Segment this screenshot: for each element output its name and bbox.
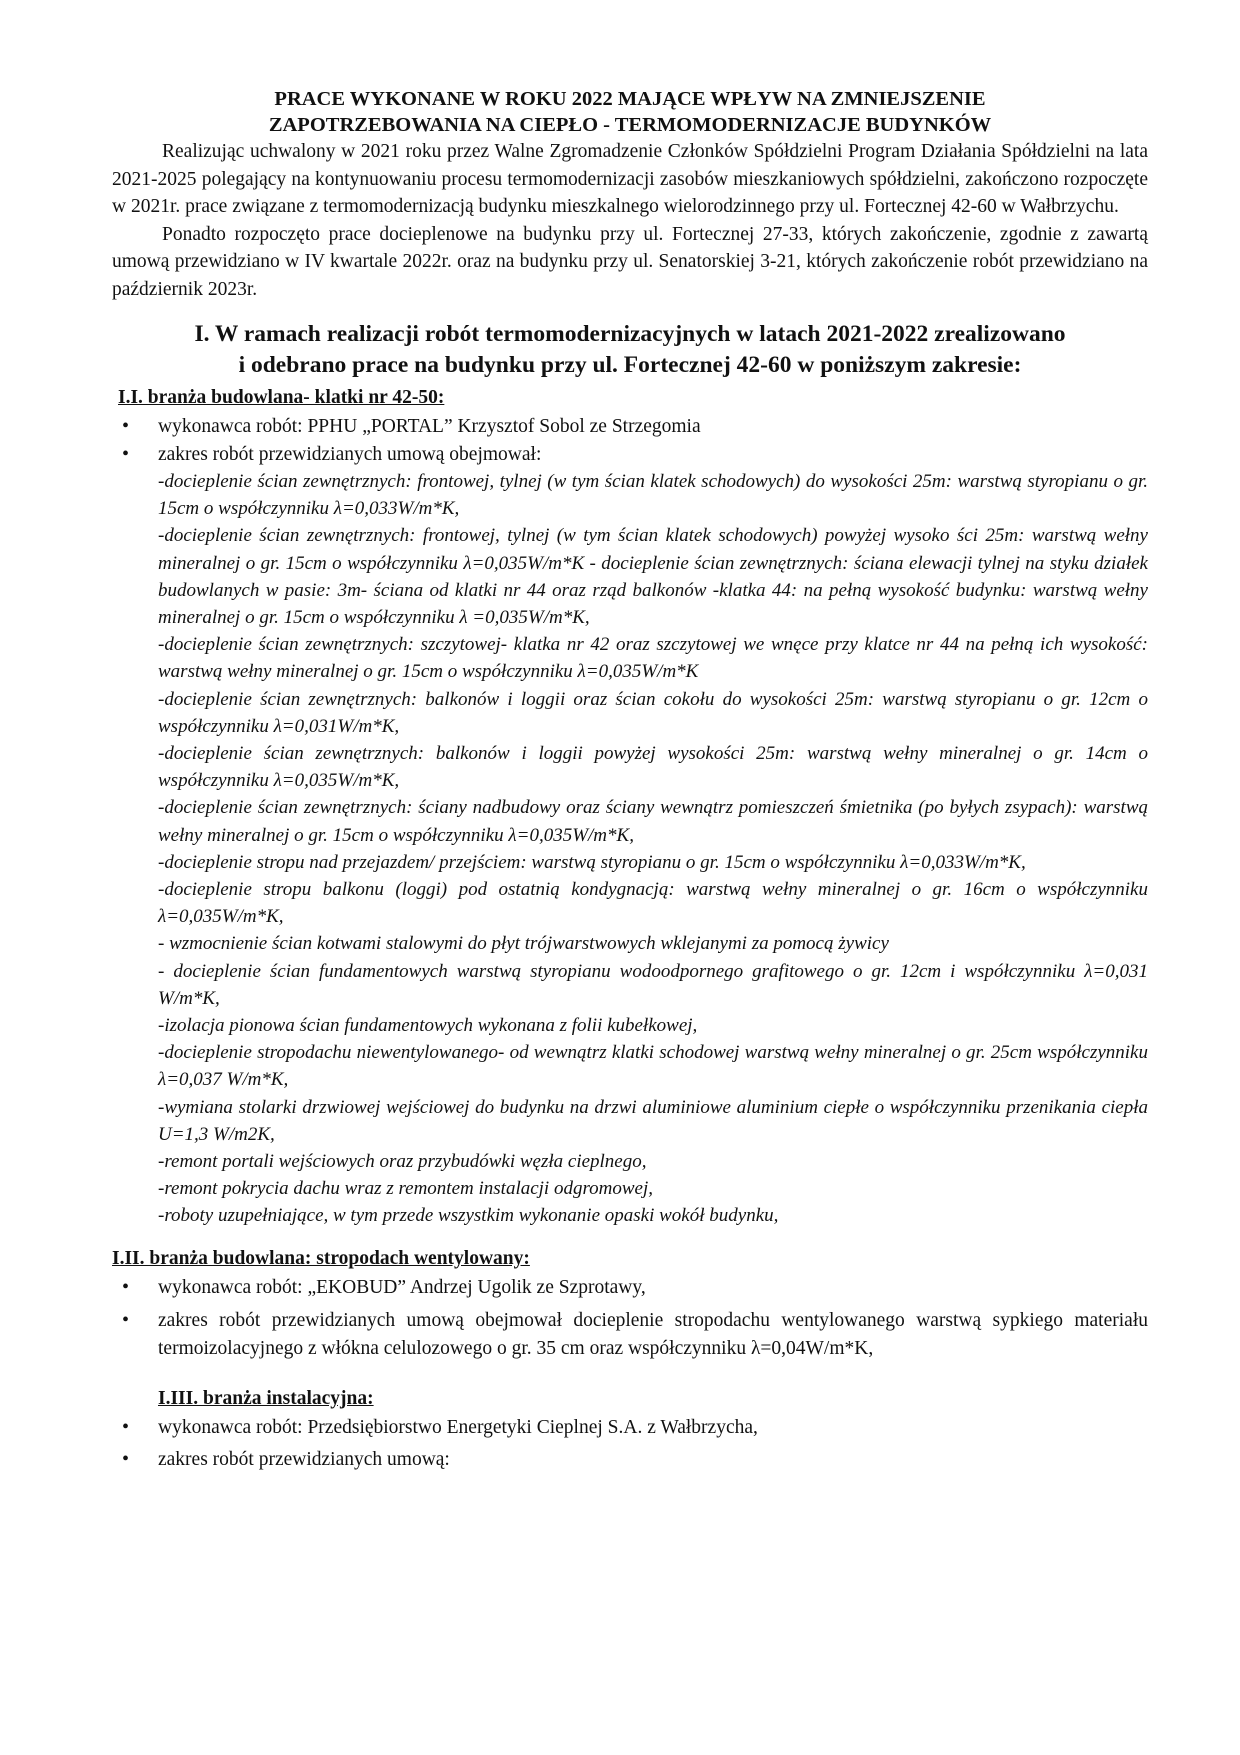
scope-items-list: [112, 468, 1148, 1230]
bullet-text: zakres robót przewidzianych umową:: [158, 1448, 450, 1470]
subsection-1-3-bullets: [112, 1414, 1148, 1473]
scope-item: -wymiana stolarki drzwiowej wejściowej do budynku na drzwi aluminiowe aluminium ciepłe o współczynniku przenikania ciepła U=1,3 W/m2K,: [158, 1096, 1148, 1145]
scope-item: -docieplenie stropu nad przejazdem/ przejściem: warstwą styropianu o gr. 15cm o współczynniku λ=0,033W/m*K,: [158, 851, 1026, 873]
bullet-text: wykonawca robót: PPHU „PORTAL” Krzysztof Sobol ze Strzegomia: [158, 416, 701, 437]
scope-item: -docieplenie ścian zewnętrznych: szczytowej- klatka nr 42 oraz szczytowej we wnęce przy klatce nr 44 na pełną ich wysokość: warstwą wełny mineralnej o gr. 15cm o współczynniku λ=0,035W/m*K: [158, 634, 1148, 683]
scope-item: -docieplenie ścian zewnętrznych: ściany nadbudowy oraz ściany wewnątrz pomieszczeń śmietnika (po byłych zsypach): warstwą wełny mineralnej o gr. 15cm o współczynniku λ=0,035W/m*K,: [158, 797, 1148, 846]
section-1-heading: [112, 319, 1148, 381]
bullet-text: zakres robót przewidzianych umową obejmował docieplenie stropodachu wentylowanego warstwą sypkiego materiału termoizolacyjnego z włókna celulozowego o gr. 35 cm oraz współczynniku λ=0,04W/m*K,: [158, 1310, 1148, 1359]
document-title-line-2: ZAPOTRZEBOWANIA NA CIEPŁO - TERMOMODERNIZACJE BUDYNKÓW: [268, 114, 992, 136]
subsection-1-2-bullets: [112, 1274, 1148, 1363]
bullet-icon: •: [122, 1309, 130, 1332]
list-item: [112, 1307, 1148, 1362]
scope-item: -remont pokrycia dachu wraz z remontem instalacji odgromowej,: [158, 1178, 654, 1200]
list-item: [112, 1414, 1148, 1442]
scope-item: -docieplenie ścian zewnętrznych: balkonów i loggii powyżej wysokości 25m: warstwą wełny mineralnej o gr. 14cm o współczynniku λ=0,035W/m*K,: [158, 743, 1148, 792]
subsection-1-1-bullets: [112, 413, 1148, 468]
scope-item: -roboty uzupełniające, w tym przede wszystkim wykonanie opaski wokół budynku,: [158, 1205, 779, 1227]
scope-item: - wzmocnienie ścian kotwami stalowymi do płyt trójwarstwowych wklejanymi za pomocą żywicy: [158, 933, 889, 955]
bullet-text: wykonawca robót: Przedsiębiorstwo Energetyki Cieplnej S.A. z Wałbrzycha,: [158, 1417, 758, 1439]
bullet-icon: •: [122, 415, 130, 437]
bullet-icon: •: [122, 442, 130, 465]
subsection-1-1-heading: I.I. branża budowlana- klatki nr 42-50:: [118, 387, 445, 408]
scope-item: -docieplenie ścian zewnętrznych: balkonów i loggii oraz ścian cokołu do wysokości 25m: warstwą styropianu o gr. 12cm o współczynniku λ=0,031W/m*K,: [158, 688, 1148, 737]
list-item: [112, 1274, 1148, 1302]
list-item: [112, 1446, 1148, 1474]
scope-item: - docieplenie ścian fundamentowych warstwą styropianu wodoodpornego grafitowego o gr. 12cm i współczynniku λ=0,031 W/m*K,: [158, 960, 1148, 1009]
subsection-1-3-heading: I.III. branża instalacyjna:: [158, 1388, 374, 1410]
bullet-icon: •: [122, 1275, 130, 1298]
scope-item: -docieplenie ścian zewnętrznych: frontowej, tylnej (w tym ścian klatek schodowych) do wysokości 25m: warstwą styropianu o gr. 15cm o współczynniku λ=0,033W/m*K,: [158, 471, 1148, 520]
bullet-icon: •: [122, 1447, 130, 1470]
scope-item: -docieplenie stropu balkonu (loggi) pod ostatnią kondygnacją: warstwą wełny mineralnej o gr. 16cm o współczynniku λ=0,035W/m*K,: [158, 879, 1148, 928]
bullet-icon: •: [122, 1416, 130, 1439]
intro-paragraph-1: Realizując uchwalony w 2021 roku przez Walne Zgromadzenie Członków Spółdzielni Program Działania Spółdzielni na lata 2021-2025 polegający na kontynuowaniu procesu termomodernizacji zasobów mieszkaniowych spółdzielni, zakończono rozpoczęte w 2021r. prace związane z termomodernizacją budynku mieszkalnego wielorodzinnego przy ul. Fortecznej 42-60 w Wałbrzychu.: [112, 141, 1148, 217]
bullet-text: wykonawca robót: „EKOBUD” Andrzej Ugolik ze Szprotawy,: [158, 1276, 646, 1298]
document-title-line-1: PRACE WYKONANE W ROKU 2022 MAJĄCE WPŁYW NA ZMNIEJSZENIE: [274, 88, 986, 110]
document-page: [112, 86, 1148, 1473]
scope-item: -docieplenie ścian zewnętrznych: frontowej, tylnej (w tym ścian klatek schodowych) powyżej wysoko ści 25m: warstwą wełny mineralnej o gr. 15cm o współczynniku λ=0,035W/m*K - docieplenie ścian zewnętrznych: ściana elewacji tylnej na styku działek budowlanych w pasie: 3m- ściana od klatki nr 44 oraz rząd balkonów -klatka 44: na pełną wysokość budynku: warstwą wełny mineralnej o gr. 15cm o współczynniku λ =0,035W/m*K,: [158, 525, 1148, 629]
intro-paragraph-2: Ponadto rozpoczęto prace docieplenowe na budynku przy ul. Fortecznej 27-33, których zakończenie, zgodnie z zawartą umową przewidziano w IV kwartale 2022r. oraz na budynku przy ul. Senatorskiej 3-21, których zakończenie robót przewidziano na październik 2023r.: [112, 223, 1148, 300]
scope-item: -remont portali wejściowych oraz przybudówki węzła cieplnego,: [158, 1151, 647, 1173]
bullet-text: zakres robót przewidzianych umową obejmował:: [158, 443, 542, 465]
scope-item: -izolacja pionowa ścian fundamentowych wykonana z folii kubełkowej,: [158, 1015, 698, 1037]
scope-item: -docieplenie stropodachu niewentylowanego- od wewnątrz klatki schodowej warstwą wełny mineralnej o gr. 25cm współczynniku λ=0,037 W/m*K,: [158, 1042, 1148, 1091]
list-item: [112, 441, 1148, 469]
section-1-heading-line-1: I. W ramach realizacji robót termomodernizacyjnych w latach 2021-2022 zrealizowano: [194, 321, 1066, 347]
section-1-heading-line-2: i odebrano prace na budynku przy ul. Fortecznej 42-60 w poniższym zakresie:: [238, 352, 1022, 378]
subsection-1-2-heading: I.II. branża budowlana: stropodach wentylowany:: [112, 1247, 530, 1269]
list-item: [112, 413, 1148, 441]
